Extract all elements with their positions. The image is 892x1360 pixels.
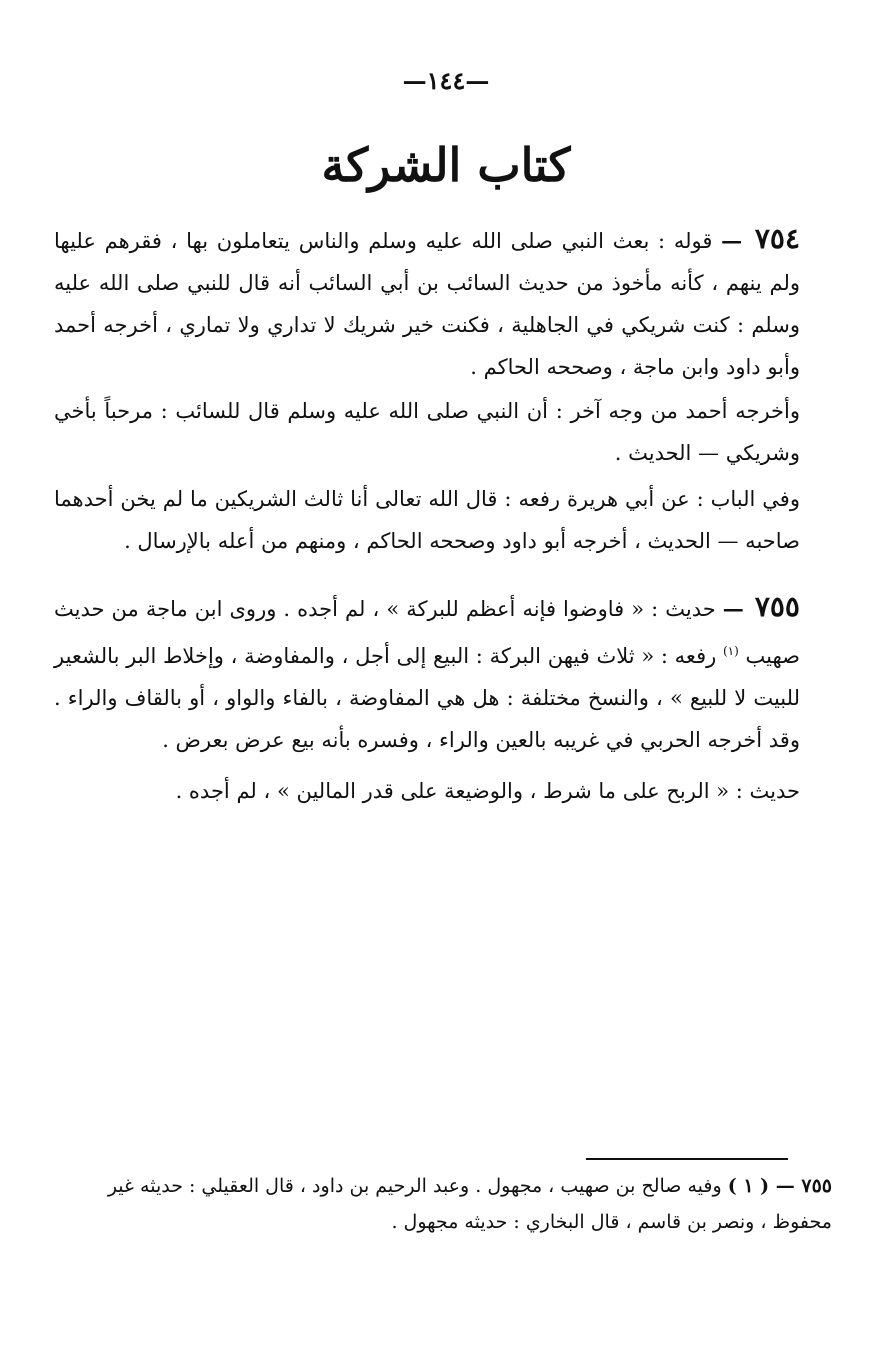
paragraph-text: حديث : « الربح على ما شرط ، والوضيعة على قدر المالين » ، لم أجده . xyxy=(175,779,800,803)
chapter-title: كتاب الشركة xyxy=(321,138,571,192)
entry-dash: — xyxy=(722,596,744,621)
entry-number: ٧٥٥ xyxy=(754,590,800,623)
page-number: —١٤٤— xyxy=(402,66,490,95)
paragraph-fil-bab xyxy=(54,478,800,562)
footnote-marker: (١) xyxy=(722,644,739,658)
paragraph-hadith-ribh xyxy=(54,770,800,812)
paragraph-text: حديث : « فاوضوا فإنه أعظم للبركة » ، لم أجده . وروى ابن ماجة من حديث صهيب xyxy=(54,597,800,668)
footnote-divider xyxy=(586,1158,788,1160)
footnote xyxy=(58,1168,832,1240)
paragraph-text: قوله : بعث النبي صلى الله عليه وسلم والناس يتعاملون بها ، فقرهم عليها ولم ينهم ، كأنه مأخوذ من حديث السائب بن أبي السائب أنه قال للنبي صلى الله عليه وسلم : كنت شريكي في الجاهلية ، فكنت خير شريك لا تداري ولا تماري ، أخرجه أحمد وأبو داود وابن ماجة ، وصححه الحاكم . xyxy=(54,229,800,379)
footnote-text: وفيه صالح بن صهيب ، مجهول . وعبد الرحيم بن داود ، قال العقيلي : حديثه غير محفوظ ، ونصر بن قاسم ، قال البخاري : حديثه مجهول . xyxy=(107,1175,832,1233)
entry-number: ٧٥٤ xyxy=(754,222,800,255)
entry-dash: — xyxy=(721,228,743,253)
footnote-reference: ٧٥٥ — ( ١ ) xyxy=(727,1175,832,1197)
paragraph-754 xyxy=(54,218,800,388)
paragraph-755 xyxy=(54,586,800,761)
paragraph-text: وأخرجه أحمد من وجه آخر : أن النبي صلى الله عليه وسلم قال للسائب : مرحباً بأخي وشريكي — الحديث . xyxy=(54,399,800,465)
paragraph-text: وفي الباب : عن أبي هريرة رفعه : قال الله تعالى أنا ثالث الشريكين ما لم يخن أحدهما صاحبه — الحديث ، أخرجه أبو داود وصححه الحاكم ، ومنهم من أعله بالإرسال . xyxy=(54,487,800,553)
paragraph-text-continued: رفعه : « ثلاث فيهن البركة : البيع إلى أجل ، والمفاوضة ، وإخلاط البر بالشعير للبيت لا للبيع » ، والنسخ مختلفة : هل هي المفاوضة ، بالفاء والواو ، أو بالقاف والراء . وقد أخرجه الحربي في غريبه بالعين والراء ، وفسره بأنه بيع عرض بعرض . xyxy=(54,644,800,752)
paragraph-ahmad-narration xyxy=(54,390,800,474)
